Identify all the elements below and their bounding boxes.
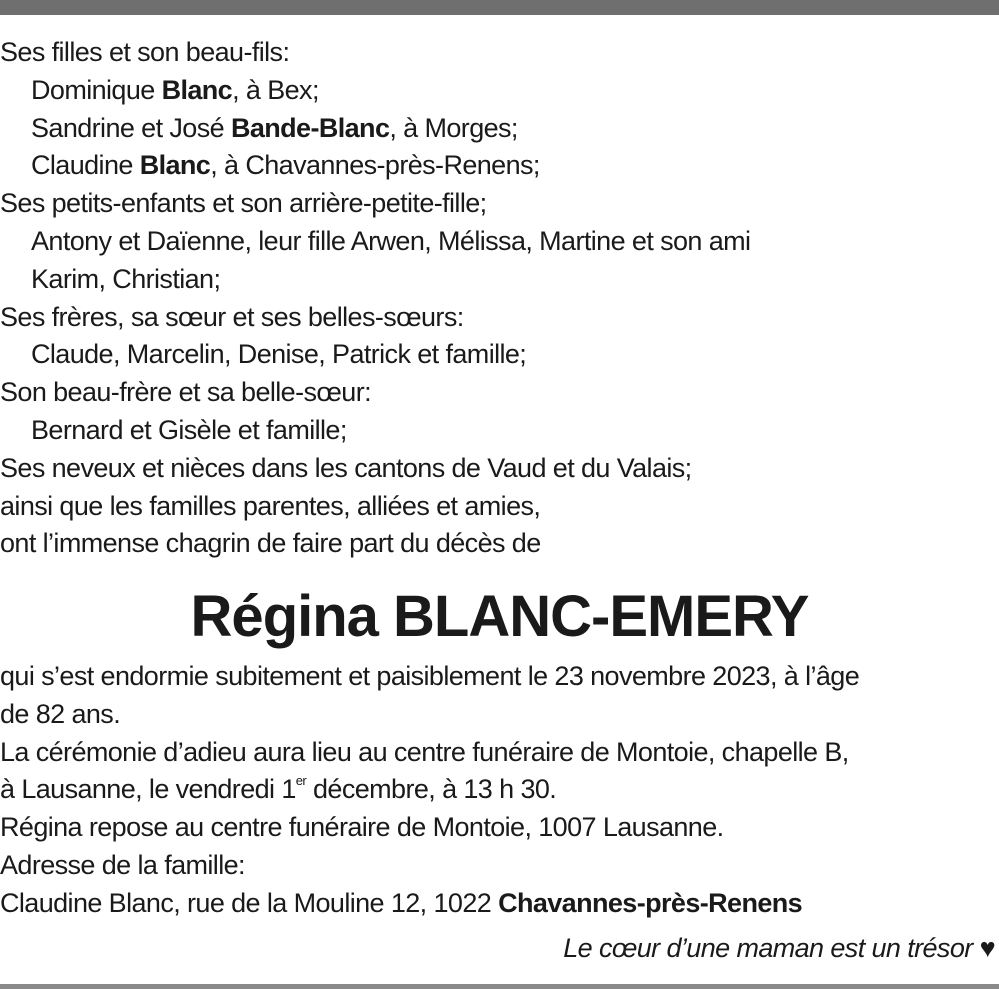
- bottom-rule: [0, 984, 999, 989]
- deceased-name: Régina BLANC-EMERY: [190, 584, 809, 649]
- top-rule: [0, 0, 999, 15]
- inlaws-list: Bernard et Gisèle et famille;: [31, 414, 347, 445]
- family-heading-siblings: Ses frères, sa sœur et ses belles-sœurs:: [0, 301, 464, 332]
- ceremony-line-2: [0, 771, 999, 809]
- family-member-text: Dominique: [31, 74, 162, 105]
- ceremony-line-1: La cérémonie d’adieu aura lieu au centre funéraire de Montoie, chapelle B,: [0, 736, 849, 767]
- rest-location-line: Régina repose au centre funéraire de Montoie, 1007 Lausanne.: [0, 812, 724, 843]
- grandchildren-line-1: Antony et Daïenne, leur fille Arwen, Mélissa, Martine et son ami: [31, 225, 751, 256]
- family-member-surname: Blanc: [139, 150, 211, 181]
- passing-line-1: qui s’est endormie subitement et paisiblement le 23 novembre 2023, à l’âge: [0, 661, 860, 691]
- family-member-text: Sandrine et José: [31, 112, 231, 143]
- grandchildren-line-2: Karim, Christian;: [31, 263, 221, 294]
- family-member-place: , à Chavannes-près-Renens;: [210, 150, 540, 181]
- family-member-sandrine: [0, 110, 999, 148]
- motto-text: Le cœur d’une maman est un trésor: [563, 933, 973, 963]
- family-heading-daughters: Ses filles et son beau-fils:: [0, 37, 290, 67]
- details-block: [0, 658, 999, 923]
- passing-line-2: de 82 ans.: [0, 698, 121, 729]
- family-member-surname: Bande-Blanc: [230, 112, 390, 143]
- ceremony-time-text: décembre, à 13 h 30.: [306, 774, 557, 805]
- ceremony-date-text: à Lausanne, le vendredi 1: [0, 774, 296, 805]
- family-member-text: Claudine: [31, 150, 140, 181]
- family-member-place: , à Bex;: [232, 74, 319, 105]
- family-member-dominique: [0, 72, 999, 110]
- family-member-surname: Blanc: [161, 74, 233, 105]
- siblings-list: Claude, Marcelin, Denise, Patrick et famille;: [31, 339, 527, 370]
- family-heading-grandchildren: Ses petits-enfants et son arrière-petite-fille;: [0, 188, 487, 219]
- address-line: [0, 885, 999, 923]
- family-list: [0, 34, 999, 563]
- nephews-line: Ses neveux et nièces dans les cantons de Vaud et du Valais;: [0, 452, 692, 483]
- address-label: Adresse de la famille:: [0, 849, 245, 880]
- address-town: Chavannes-près-Renens: [498, 887, 803, 918]
- family-member-place: , à Morges;: [389, 112, 518, 143]
- heart-icon: ♥: [979, 933, 995, 963]
- family-member-claudine: [0, 147, 999, 185]
- address-street: Claudine Blanc, rue de la Mouline 12, 1022: [0, 887, 499, 918]
- ordinal-suffix: er: [295, 773, 307, 789]
- relatives-line: ainsi que les familles parentes, alliées et amies,: [0, 490, 541, 521]
- announcement-line: ont l’immense chagrin de faire part du décès de: [0, 528, 541, 559]
- motto-line: [563, 930, 995, 968]
- family-heading-inlaws: Son beau-frère et sa belle-sœur:: [0, 377, 371, 408]
